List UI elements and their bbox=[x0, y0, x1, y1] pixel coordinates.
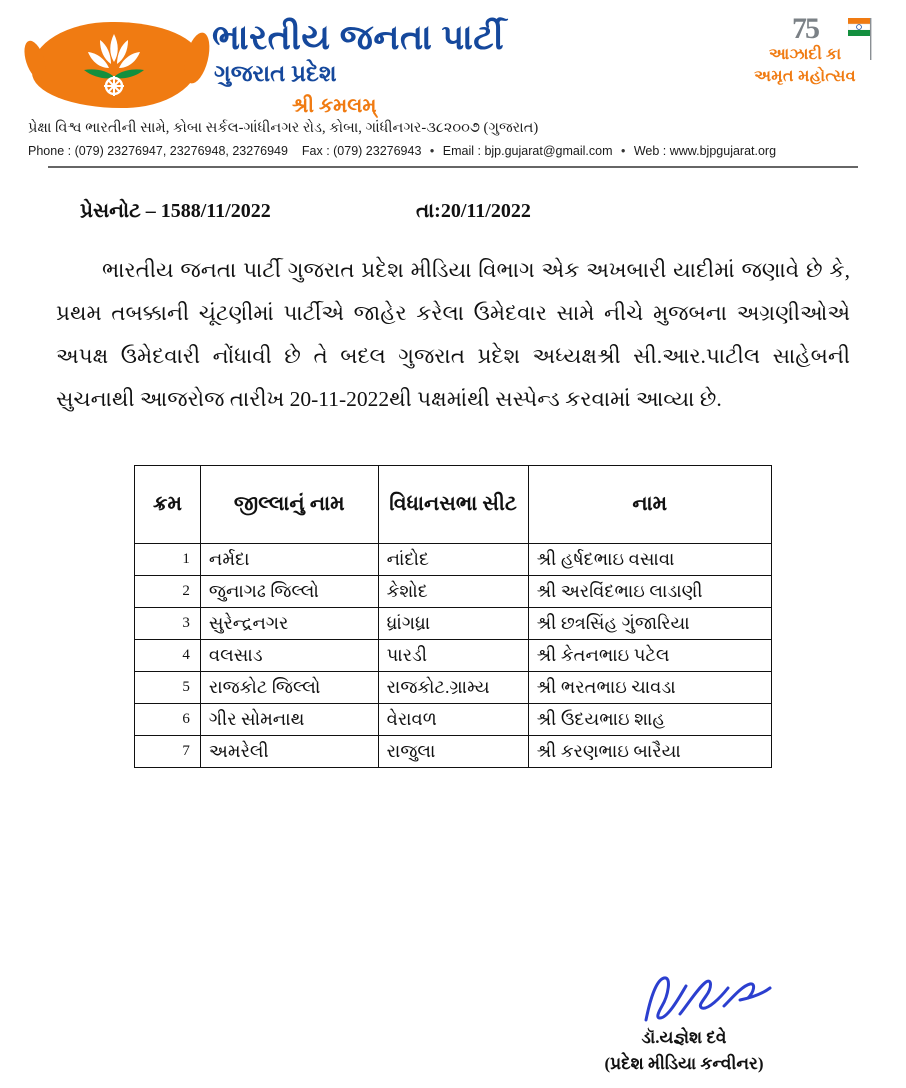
table-row bbox=[135, 736, 772, 768]
letterhead-brand bbox=[26, 14, 542, 118]
indian-flag-icon bbox=[848, 16, 874, 62]
column-header-kram: ક્રમ bbox=[135, 466, 201, 544]
cell-name: શ્રી કેતનભાઇ પટેલ bbox=[528, 640, 772, 672]
signatory-name: ડૉ.યજ્ઞેશ દવે bbox=[641, 1028, 727, 1047]
website-label: Web : www.bjpgujarat.org bbox=[633, 144, 777, 158]
cell-name: શ્રી કરણભાઇ બારૈયા bbox=[528, 736, 772, 768]
document-body bbox=[0, 174, 906, 768]
cell-seat: ધ્રાંગધ્રા bbox=[378, 608, 528, 640]
cell-kram: 6 bbox=[135, 704, 201, 736]
lotus-icon bbox=[78, 30, 150, 100]
azadi-75-number: 75 bbox=[792, 12, 818, 45]
cell-kram: 4 bbox=[135, 640, 201, 672]
cell-district: રાજકોટ જિલ્લો bbox=[200, 672, 378, 704]
cell-kram: 5 bbox=[135, 672, 201, 704]
cell-name: શ્રી હર્ષદભાઇ વસાવા bbox=[528, 544, 772, 576]
azadi-line-1: આઝાદી કા bbox=[768, 46, 842, 63]
cell-seat: પારડી bbox=[378, 640, 528, 672]
cell-name: શ્રી છત્રસિંહ ગુંજારિયા bbox=[528, 608, 772, 640]
email-label: Email : bjp.gujarat@gmail.com bbox=[442, 144, 613, 158]
table-body bbox=[135, 544, 772, 768]
letterhead bbox=[0, 0, 906, 174]
office-address: પ્રેક્ષા વિશ્વ ભારતીની સામે, કોબા સર્કલ-ગાંધીનગર રોડ, કોબા, ગાંધીનગર-૩૮૨૦૦૭ (ગુજરાત) bbox=[28, 120, 539, 136]
slogan: શ્રી કમલમ્ bbox=[292, 94, 377, 117]
cell-kram: 1 bbox=[135, 544, 201, 576]
table-head bbox=[135, 466, 772, 544]
cell-kram: 7 bbox=[135, 736, 201, 768]
cell-kram: 3 bbox=[135, 608, 201, 640]
signature-mark bbox=[534, 968, 834, 1026]
column-header-district: જીલ્લાનું નામ bbox=[200, 466, 378, 544]
column-header-name: નામ bbox=[528, 466, 772, 544]
table-row bbox=[135, 544, 772, 576]
meta-row bbox=[56, 200, 850, 223]
letterhead-divider bbox=[48, 166, 858, 168]
signature-block bbox=[534, 968, 834, 1074]
suspended-leaders-table-wrapper bbox=[134, 465, 772, 768]
cell-name: શ્રી ભરતભાઇ ચાવડા bbox=[528, 672, 772, 704]
column-header-seat: વિધાનસભા સીટ bbox=[378, 466, 528, 544]
cell-district: ગીર સોમનાથ bbox=[200, 704, 378, 736]
cell-seat: નાંદોદ bbox=[378, 544, 528, 576]
cell-kram: 2 bbox=[135, 576, 201, 608]
table-row bbox=[135, 704, 772, 736]
announcement-paragraph: ભારતીય જનતા પાર્ટી ગુજરાત પ્રદેશ મીડિયા વિભાગ એક અખબારી યાદીમાં જણાવે છે કે, પ્રથમ તબક્કાની ચૂંટણીમાં પાર્ટીએ જાહેર કરેલા ઉમેદવાર સામે નીચે મુજબના અગ્રણીઓએ અપક્ષ ઉમેદવારી નોંધાવી છે તે બદલ ગુજરાત પ્રદેશ અધ્યક્ષશ્રી સી.આર.પાટીલ સાહેબની સુચનાથી આજરોજ તારીખ 20-11-2022થી પક્ષમાંથી સસ્પેન્ડ કરવામાં આવ્યા છે. bbox=[56, 258, 850, 411]
suspended-leaders-table bbox=[134, 465, 772, 768]
party-name: ભારતીય જનતા પાર્ટી bbox=[212, 18, 505, 57]
pressnote-number: પ્રેસનોટ – 1588/11/2022 bbox=[80, 200, 271, 222]
cell-seat: વેરાવળ bbox=[378, 704, 528, 736]
azadi-ka-amrit-mahotsav-logo bbox=[730, 14, 880, 118]
bjp-logo bbox=[26, 14, 206, 118]
letterhead-top-row bbox=[26, 14, 880, 118]
cell-seat: રાજુલા bbox=[378, 736, 528, 768]
separator-dot-1: • bbox=[429, 144, 435, 158]
brand-titles bbox=[212, 14, 542, 118]
cell-name: શ્રી અરવિંદભાઇ લાડાણી bbox=[528, 576, 772, 608]
state-name: ગુજરાત પ્રદેશ bbox=[214, 60, 337, 86]
table-row bbox=[135, 672, 772, 704]
table-row bbox=[135, 608, 772, 640]
cell-district: અમરેલી bbox=[200, 736, 378, 768]
pressnote-date: તા:20/11/2022 bbox=[416, 200, 531, 222]
cell-district: નર્મદા bbox=[200, 544, 378, 576]
cell-district: સુરેન્દ્રનગર bbox=[200, 608, 378, 640]
cell-seat: રાજકોટ.ગ્રામ્ય bbox=[378, 672, 528, 704]
cell-name: શ્રી ઉદયભાઇ શાહ bbox=[528, 704, 772, 736]
table-row bbox=[135, 640, 772, 672]
handwritten-signature-icon bbox=[628, 970, 778, 1026]
cell-district: જુનાગઢ જિલ્લો bbox=[200, 576, 378, 608]
table-header-row bbox=[135, 466, 772, 544]
signatory-role: (પ્રદેશ મીડિયા કન્વીનર) bbox=[604, 1054, 764, 1073]
separator-dot-2: • bbox=[620, 144, 626, 158]
phone-label: Phone : (079) 23276947, 23276948, 23276949 bbox=[28, 144, 288, 158]
contact-line bbox=[26, 144, 880, 158]
table-row bbox=[135, 576, 772, 608]
fax-label: Fax : (079) 23276943 bbox=[301, 144, 422, 158]
azadi-line-2: અમૃત મહોત્સવ bbox=[754, 68, 856, 85]
cell-seat: કેશોદ bbox=[378, 576, 528, 608]
cell-district: વલસાડ bbox=[200, 640, 378, 672]
